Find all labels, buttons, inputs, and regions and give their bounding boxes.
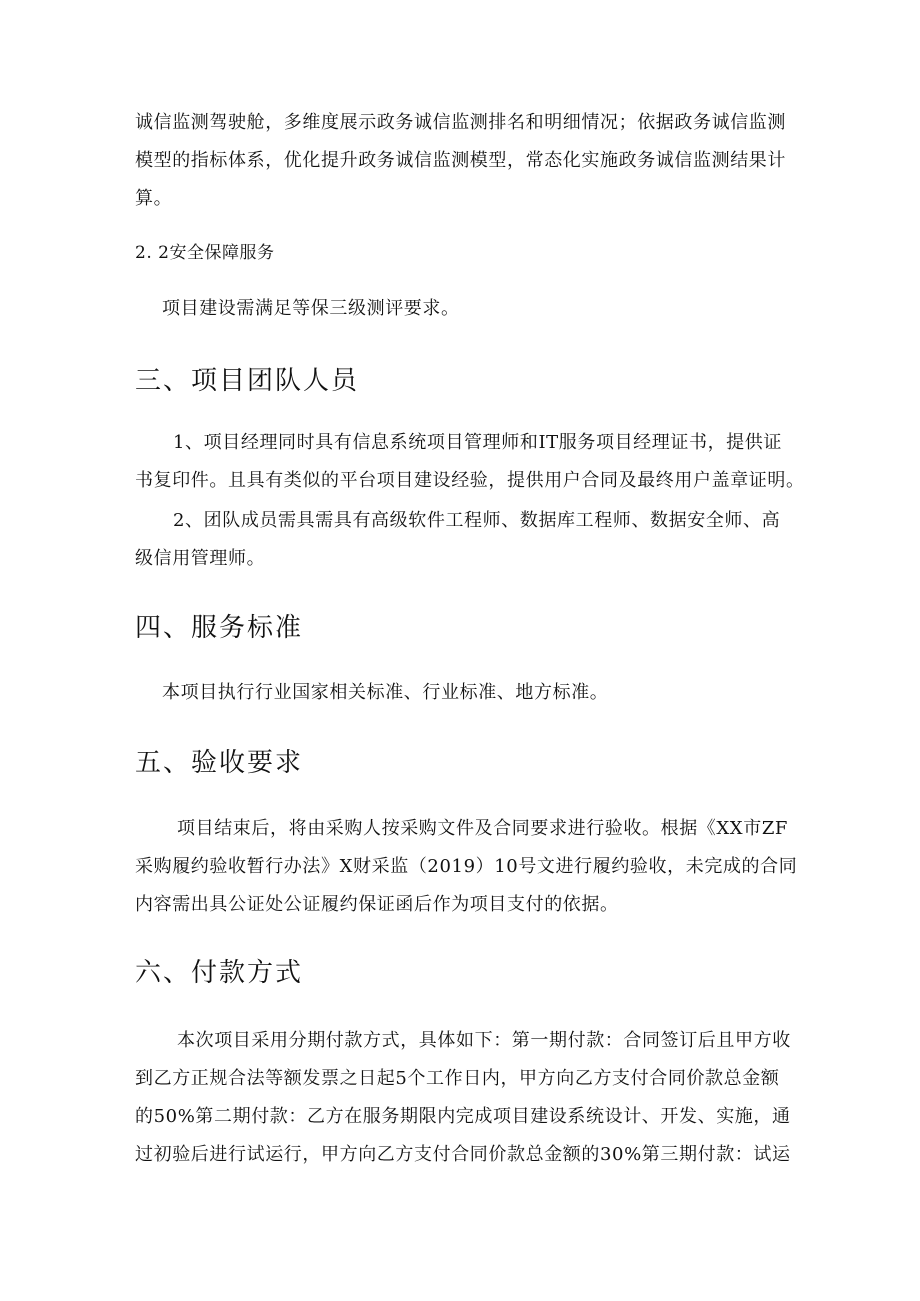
section-5-title: 五、验收要求 xyxy=(135,748,304,778)
section-2-2-body: 项目建设需满足等保三级测评要求。 xyxy=(162,298,460,319)
section-5-line-2: 采购履约验收暂行办法》X财采监（2019）10号文进行履约验收，未完成的合同 xyxy=(135,856,798,877)
section-6-line-1: 本次项目采用分期付款方式，具体如下：第一期付款：合同签订后且甲方收 xyxy=(177,1030,791,1051)
section-3-item-1-line-2: 书复印件。且具有类似的平台项目建设经验，提供用户合同及最终用户盖章证明。 xyxy=(135,470,805,491)
intro-paragraph xyxy=(135,104,795,218)
intro-line-1: 诚信监测驾驶舱，多维度展示政务诚信监测排名和明细情况；依据政务诚信监测 xyxy=(135,112,786,133)
section-6-line-3: 的50%第二期付款：乙方在服务期限内完成项目建设系统设计、开发、实施，通 xyxy=(135,1106,791,1127)
section-3-item-1 xyxy=(135,424,805,500)
section-6-line-4: 过初验后进行试运行，甲方向乙方支付合同价款总金额的30%第三期付款：试运 xyxy=(135,1144,791,1165)
section-4-title: 四、服务标准 xyxy=(135,613,304,643)
section-3-item-2-line-1: 2、团队成员需具需具有高级软件工程师、数据库工程师、数据安全师、高 xyxy=(173,510,781,531)
section-5-line-1: 项目结束后，将由采购人按采购文件及合同要求进行验收。根据《XX市ZF xyxy=(177,818,789,839)
section-3-item-2-line-2: 级信用管理师。 xyxy=(135,548,266,569)
section-6-line-2: 到乙方正规合法等额发票之日起5个工作日内，甲方向乙方支付合同价款总金额 xyxy=(135,1068,780,1089)
section-3-title: 三、项目团队人员 xyxy=(135,366,360,396)
section-3-item-2 xyxy=(135,502,795,578)
section-6-title: 六、付款方式 xyxy=(135,958,304,988)
intro-line-2: 模型的指标体系，优化提升政务诚信监测模型，常态化实施政务诚信监测结果计 xyxy=(135,150,786,171)
section-3-item-1-line-1: 1、项目经理同时具有信息系统项目管理师和IT服务项目经理证书，提供证 xyxy=(173,432,782,453)
section-5-body xyxy=(135,810,798,924)
intro-line-3: 算。 xyxy=(135,188,173,209)
section-4-body: 本项目执行行业国家相关标准、行业标准、地方标准。 xyxy=(162,682,609,703)
section-5-line-3: 内容需出具公证处公证履约保证函后作为项目支付的依据。 xyxy=(135,894,619,915)
section-6-body xyxy=(135,1022,795,1174)
section-2-2-title: 2. 2安全保障服务 xyxy=(135,243,275,263)
